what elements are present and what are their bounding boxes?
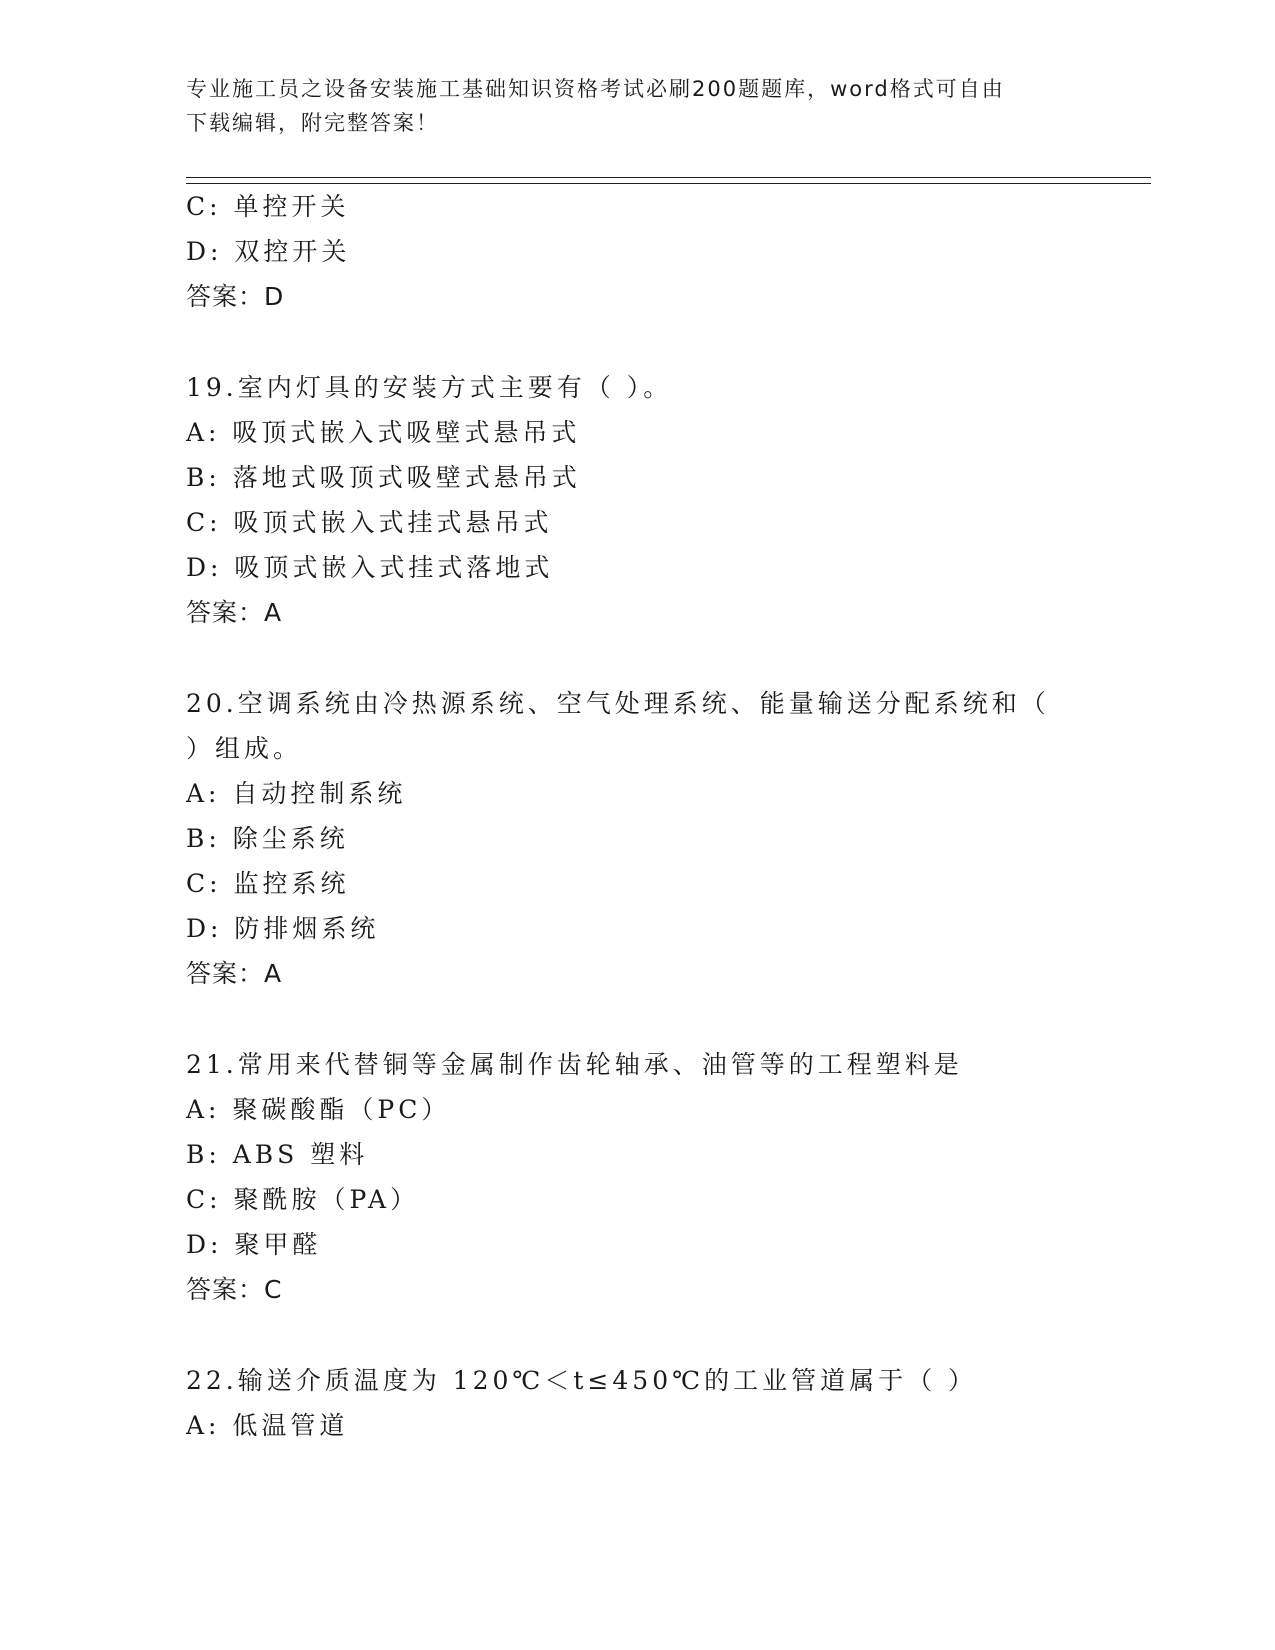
- q20-option-d: D: 防排烟系统: [186, 914, 380, 943]
- q21-stem: 21.常用来代替铜等金属制作齿轮轴承、油管等的工程塑料是: [186, 1050, 963, 1079]
- prev-answer: 答案：D: [186, 282, 285, 311]
- q21-option-d: D: 聚甲醛: [186, 1230, 322, 1259]
- q20-stem-line-2: ）组成。: [186, 734, 303, 763]
- q19-option-c: C: 吸顶式嵌入式挂式悬吊式: [186, 508, 553, 537]
- q19-option-d: D: 吸顶式嵌入式挂式落地式: [186, 553, 554, 582]
- q20-option-a: A: 自动控制系统: [186, 779, 407, 808]
- q22-option-a: A: 低温管道: [186, 1411, 349, 1440]
- prev-option-c: C: 单控开关: [186, 192, 350, 221]
- q22-stem: 22.输送介质温度为 120℃＜t≤450℃的工业管道属于（ ）: [186, 1366, 978, 1395]
- header-divider-top: [186, 177, 1151, 178]
- q21-option-c: C: 聚酰胺（PA）: [186, 1185, 420, 1214]
- document-header: [186, 72, 1066, 140]
- q20-answer: 答案：A: [186, 959, 283, 988]
- q19-stem: 19.室内灯具的安装方式主要有（ ）。: [186, 373, 673, 402]
- q19-answer: 答案：A: [186, 598, 283, 627]
- q21-option-a: A: 聚碳酸酯（PC）: [186, 1095, 451, 1124]
- prev-option-d: D: 双控开关: [186, 237, 351, 266]
- q20-option-c: C: 监控系统: [186, 869, 350, 898]
- q20-stem-line-1: 20.空调系统由冷热源系统、空气处理系统、能量输送分配系统和（: [186, 689, 1050, 718]
- header-title-line-1: 专业施工员之设备安装施工基础知识资格考试必刷200题题库，word格式可自由: [186, 77, 1005, 101]
- q21-option-b: B: ABS 塑料: [186, 1140, 369, 1169]
- header-title-line-2: 下载编辑，附完整答案！: [186, 111, 439, 135]
- q20-option-b: B: 除尘系统: [186, 824, 349, 853]
- q19-option-a: A: 吸顶式嵌入式吸壁式悬吊式: [186, 418, 581, 447]
- q19-option-b: B: 落地式吸顶式吸壁式悬吊式: [186, 463, 581, 492]
- header-divider-bottom: [186, 183, 1151, 184]
- q21-answer: 答案：C: [186, 1275, 283, 1304]
